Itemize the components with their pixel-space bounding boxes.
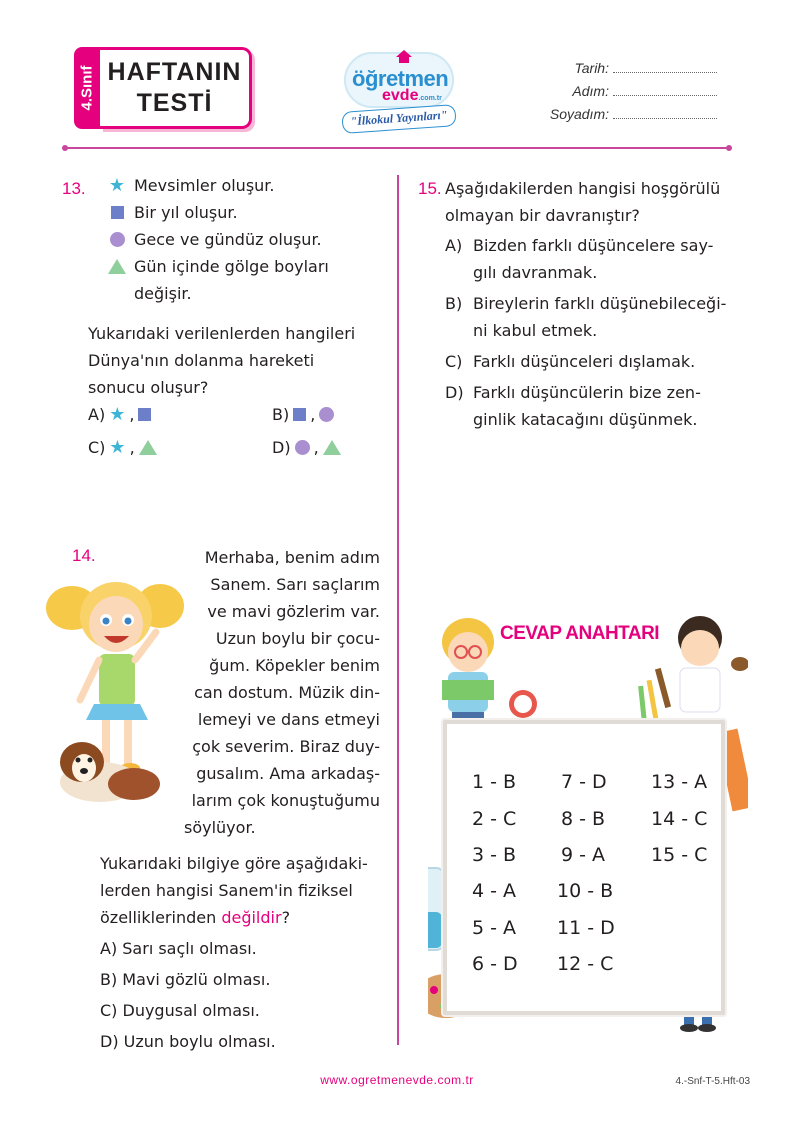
question-15-option-b[interactable]: B) Bireylerin farklı düşünebileceği- ni kabul etmek.: [445, 294, 727, 340]
answer-key-entry: 7 - D: [561, 771, 607, 793]
logo-brand-bottom: evde.com.tr: [382, 87, 442, 104]
house-icon: [394, 48, 414, 64]
question-15-option-d[interactable]: D) Farklı düşüncülerin bize zen- ginlik katacağını düşünmek.: [445, 383, 701, 429]
header-divider: [65, 147, 729, 149]
circle-icon: [295, 440, 310, 455]
answer-key-entry: 8 - B: [561, 808, 606, 830]
answer-key-entry: 13 - A: [651, 771, 708, 793]
answer-key-entry: 15 - C: [651, 844, 708, 866]
surname-field[interactable]: Soyadım:: [550, 106, 717, 122]
answer-key-entry: 12 - C: [557, 953, 614, 975]
square-icon: [138, 408, 151, 421]
list-item: Bir yıl oluşur.: [104, 199, 329, 226]
footer-url[interactable]: www.ogretmenevde.com.tr: [320, 1073, 474, 1087]
list-item: ★ Mevsimler oluşur.: [104, 172, 329, 199]
answer-key-entry: 3 - B: [472, 844, 517, 866]
title-box: [100, 47, 252, 129]
square-icon: [111, 206, 124, 219]
question-14-number: 14.: [72, 546, 96, 565]
column-divider: [397, 175, 399, 1045]
question-14-option-a[interactable]: A) Sarı saçlı olması.: [100, 939, 257, 958]
answer-key-board: [443, 720, 725, 1015]
question-15-option-a[interactable]: A) Bizden farklı düşüncelere say- gılı davranmak.: [445, 236, 714, 282]
answer-key-entry: 4 - A: [472, 880, 517, 902]
question-13-option-b[interactable]: B) ,: [272, 401, 334, 428]
star-icon: ★: [108, 175, 126, 196]
question-15-number: 15.: [418, 179, 442, 198]
question-13-option-a[interactable]: A) ★ ,: [88, 401, 151, 428]
emphasis-word: değildir: [221, 908, 282, 927]
star-icon: ★: [109, 437, 126, 458]
question-15-text: Aşağıdakilerden hangisi hoşgörülü olmayan bir davranıştır?: [445, 179, 721, 225]
publisher-logo: [338, 44, 460, 134]
circle-icon: [319, 407, 334, 422]
question-15-options: [445, 232, 726, 433]
logo-tagline: "İlkokul Yayınları": [341, 104, 456, 134]
question-13-text: Yukarıdaki verilenlerden hangileri Dünya'nın dolanma hareketi sonucu oluşur?: [88, 324, 356, 397]
list-item: değişir.: [134, 284, 192, 303]
grade-label: 4.Sınıf: [78, 65, 96, 111]
list-item: Gün içinde gölge boyları: [104, 253, 329, 280]
question-14-option-d[interactable]: D) Uzun boylu olması.: [100, 1032, 276, 1051]
question-14-text: Yukarıdaki bilgiye göre aşağıdaki- lerden hangisi Sanem'in fiziksel özelliklerinden değildir?: [100, 854, 368, 927]
name-field[interactable]: Adım:: [572, 83, 717, 99]
answer-key-entry: 5 - A: [472, 917, 517, 939]
question-14-option-b[interactable]: B) Mavi gözlü olması.: [100, 970, 271, 989]
question-14-option-c[interactable]: C) Duygusal olması.: [100, 1001, 260, 1020]
answer-key-title: CEVAP ANAHTARI: [500, 623, 660, 644]
girl-illustration: [44, 568, 194, 818]
logo-brand-top: öğretmen: [352, 66, 449, 91]
question-13-items: [104, 172, 329, 307]
question-13-option-d[interactable]: D) ,: [272, 434, 341, 461]
answer-key-entry: 1 - B: [472, 771, 517, 793]
circle-icon: [110, 232, 125, 247]
answer-key-entry: 2 - C: [472, 808, 517, 830]
square-icon: [293, 408, 306, 421]
triangle-icon: [108, 259, 126, 274]
footer-code: 4.-Snf-T-5.Hft-03: [675, 1076, 750, 1087]
answer-key-entry: 11 - D: [557, 917, 615, 939]
triangle-icon: [323, 440, 341, 455]
star-icon: ★: [109, 404, 126, 425]
answer-key-entry: 14 - C: [651, 808, 708, 830]
triangle-icon: [139, 440, 157, 455]
title-line-2: TESTİ: [136, 89, 213, 117]
answer-key-entry: 9 - A: [561, 844, 606, 866]
grade-tab: [74, 47, 100, 129]
question-15-option-c[interactable]: C) Farklı düşünceleri dışlamak.: [445, 352, 696, 371]
answer-key-entry: 10 - B: [557, 880, 614, 902]
question-14-options: [100, 933, 276, 1057]
question-13-option-c[interactable]: C) ★ ,: [88, 434, 157, 461]
date-field[interactable]: Tarih:: [574, 60, 717, 76]
question-14-story: Merhaba, benim adım Sanem. Sarı saçlarım ve mavi gözlerim var. Uzun boylu bir çocu- ğum. Köpekler benim can dostum. Müzik din- lemeyi ve dans etmeyi çok severim. Biraz duy- gusalım. Ama arkadaş- larım çok konuştuğumu söylüyor.: [184, 548, 380, 837]
title-line-1: HAFTANIN: [107, 58, 242, 86]
answer-key-entry: 6 - D: [472, 953, 518, 975]
list-item: Gece ve gündüz oluşur.: [104, 226, 329, 253]
question-13-number: 13.: [62, 179, 86, 198]
